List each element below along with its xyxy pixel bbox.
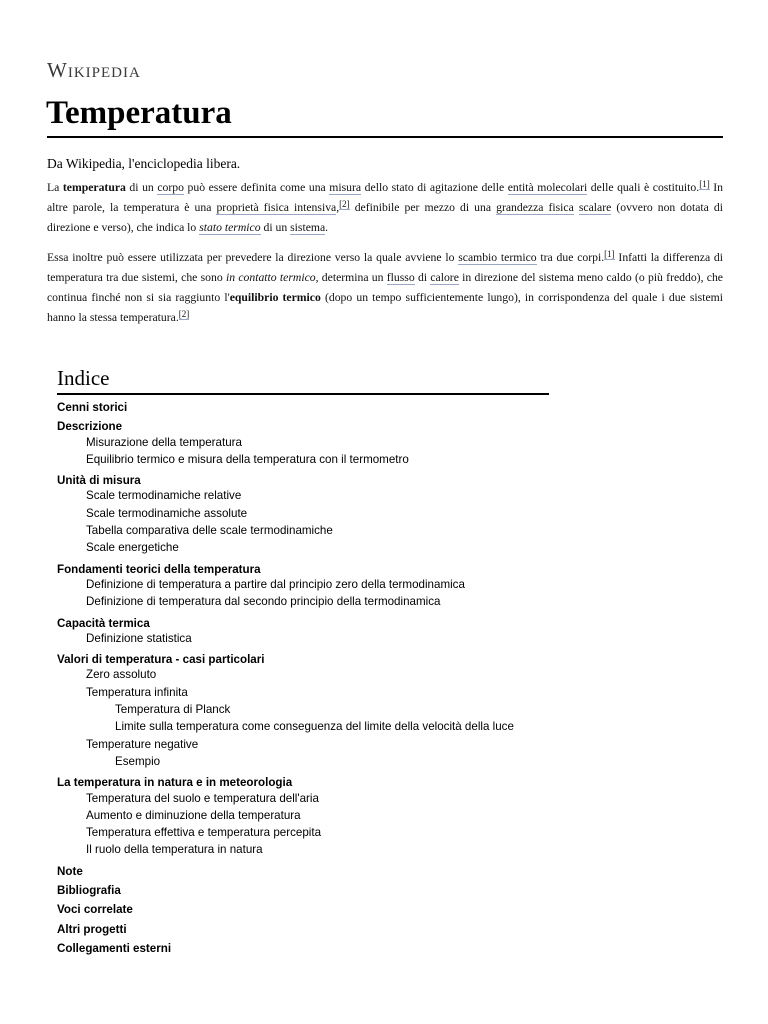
text-run: di un xyxy=(260,221,291,234)
citation-label[interactable]: [2] xyxy=(178,309,190,319)
text-run: La xyxy=(47,181,63,194)
toc-item[interactable]: Capacità termica xyxy=(57,616,150,630)
text-run: di xyxy=(414,271,431,284)
link-proprieta-fisica-intensiva[interactable]: proprietà fisica intensiva xyxy=(216,201,337,214)
link-misura[interactable]: misura xyxy=(329,181,362,194)
toc-item[interactable]: Voci correlate xyxy=(57,903,133,917)
page-title: Temperatura xyxy=(46,95,232,131)
bold-term-temperatura: temperatura xyxy=(62,181,126,194)
text-run: tra due corpi. xyxy=(536,251,605,264)
text-run: , xyxy=(336,201,340,214)
link-scalare[interactable]: scalare xyxy=(578,201,612,214)
citation-label[interactable]: [2] xyxy=(339,199,350,209)
link-flusso[interactable]: flusso xyxy=(386,271,415,284)
toc-item[interactable]: Valori di temperatura - casi particolari xyxy=(57,653,265,667)
link-grandezza-fisica[interactable]: grandezza fisica xyxy=(496,201,574,214)
citation-label[interactable]: [1] xyxy=(604,249,615,259)
toc-item[interactable]: Esempio xyxy=(115,754,161,768)
intro-paragraph-1 xyxy=(47,178,723,238)
toc-item[interactable]: Equilibrio termico e misura della temperatura con il termometro xyxy=(86,452,409,466)
text-run: definibile per mezzo di una xyxy=(349,201,497,214)
text-run: Infatti la differenza di temperatura tra due sistemi, che sono xyxy=(47,251,724,284)
citation-ref-1[interactable] xyxy=(699,179,710,190)
text-run: Essa inoltre può essere utilizzata per prevedere la direzione verso la quale avviene lo xyxy=(47,251,459,264)
toc-item[interactable]: Scale termodinamiche assolute xyxy=(86,506,248,520)
toc-item[interactable]: Temperatura del suolo e temperatura dell'aria xyxy=(86,791,319,805)
toc-item[interactable]: Altri progetti xyxy=(57,922,127,936)
link-sistema[interactable]: sistema xyxy=(290,221,326,234)
text-run: può essere definita come una xyxy=(183,181,330,194)
text-run: in direzione del sistema meno caldo (o più freddo), che continua finché non si sia raggiunto l' xyxy=(47,271,723,304)
toc-item[interactable]: Bibliografia xyxy=(57,884,121,898)
italic-text[interactable]: stato termico xyxy=(199,221,261,234)
toc-item[interactable]: Note xyxy=(57,864,83,878)
link-stato-termico[interactable] xyxy=(199,221,260,235)
link-entita-molecolari[interactable]: entità molecolari xyxy=(507,181,588,194)
toc-item[interactable]: Scale termodinamiche relative xyxy=(86,489,242,503)
toc-item[interactable]: Temperature negative xyxy=(86,737,199,751)
bold-term-equilibrio-termico: equilibrio termico xyxy=(229,291,321,304)
toc-item[interactable]: Fondamenti teorici della temperatura xyxy=(57,562,261,576)
text-run: (ovvero non dotata di direzione e verso), che indica lo xyxy=(47,201,723,234)
toc-item[interactable]: Zero assoluto xyxy=(86,668,157,682)
toc-item[interactable]: Temperatura infinita xyxy=(86,685,188,699)
link-calore[interactable]: calore xyxy=(430,271,459,284)
toc-item[interactable]: Tabella comparativa delle scale termodinamiche xyxy=(86,524,333,538)
toc-item[interactable]: Temperatura di Planck xyxy=(115,703,231,717)
italic-term-contatto-termico: in contatto termico xyxy=(225,271,316,284)
text-run: , determina un xyxy=(315,271,387,284)
intro-paragraph-2 xyxy=(47,248,723,328)
citation-label[interactable]: [1] xyxy=(699,179,710,189)
toc-title: Indice xyxy=(57,366,110,390)
toc-item[interactable]: Temperatura effettiva e temperatura percepita xyxy=(86,826,322,840)
text-run: delle quali è costituito. xyxy=(587,181,700,194)
toc-divider xyxy=(57,393,549,395)
citation-ref-1[interactable] xyxy=(604,249,615,260)
toc-item[interactable]: Aumento e diminuzione della temperatura xyxy=(86,808,301,822)
link-scambio-termico[interactable]: scambio termico xyxy=(458,251,537,264)
text-run: . xyxy=(325,221,329,234)
toc-item[interactable]: Unità di misura xyxy=(57,474,141,488)
text-run: In altre parole, la temperatura è una xyxy=(47,181,724,214)
toc-item[interactable]: Scale energetiche xyxy=(86,541,179,555)
toc-item[interactable]: Descrizione xyxy=(57,420,123,434)
toc-item[interactable]: Definizione di temperatura a partire dal principio zero della termodinamica xyxy=(86,577,465,591)
citation-ref-2[interactable] xyxy=(339,199,350,210)
table-of-contents xyxy=(57,365,549,956)
toc-item[interactable]: Cenni storici xyxy=(57,401,128,414)
toc-item[interactable]: Limite sulla temperatura come conseguenza del limite della velocità della luce xyxy=(115,720,514,734)
citation-ref-2[interactable] xyxy=(179,309,190,320)
text-run: dello stato di agitazione delle xyxy=(361,181,508,194)
toc-item[interactable]: Collegamenti esterni xyxy=(57,941,172,955)
toc-item[interactable]: Definizione di temperatura dal secondo principio della termodinamica xyxy=(86,595,441,609)
toc-list xyxy=(57,401,549,956)
text-run: di un xyxy=(125,181,158,194)
wikipedia-logo[interactable]: Wikipedia xyxy=(47,58,141,82)
toc-item[interactable]: Il ruolo della temperatura in natura xyxy=(86,843,263,857)
toc-item[interactable]: Misurazione della temperatura xyxy=(86,435,242,449)
toc-item[interactable]: Definizione statistica xyxy=(86,631,192,645)
text-run: (dopo un tempo sufficientemente lungo), in corrispondenza del quale i due sistemi hanno la stessa temperatura. xyxy=(47,291,723,324)
link-corpo[interactable]: corpo xyxy=(157,181,184,194)
toc-item[interactable]: La temperatura in natura e in meteorologia xyxy=(57,776,293,790)
tagline: Da Wikipedia, l'enciclopedia libera. xyxy=(47,156,241,171)
title-divider xyxy=(47,136,723,138)
